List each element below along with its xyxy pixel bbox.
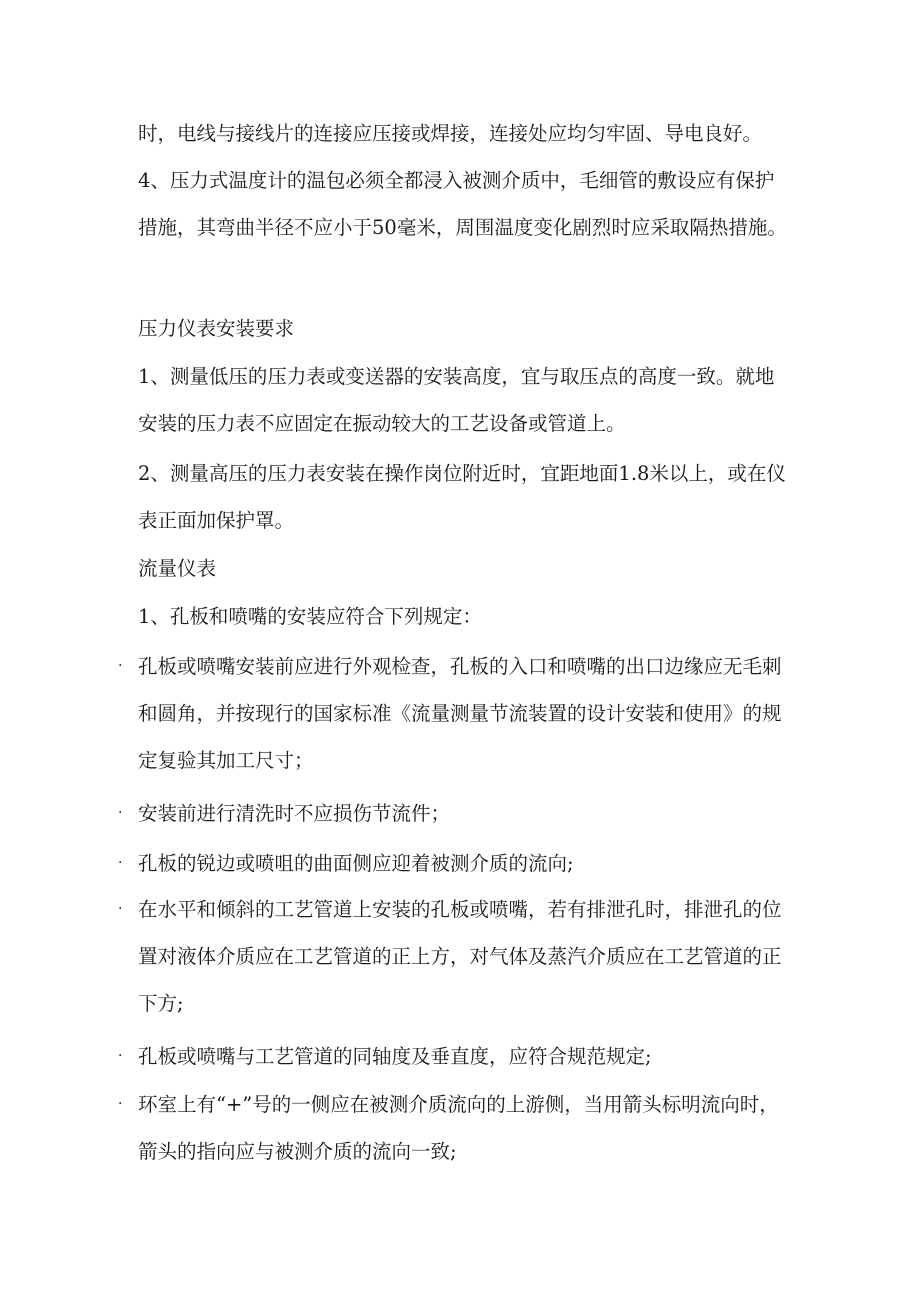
list-item-text: 孔板或喷嘴与工艺管道的同轴度及垂直度，应符合规范规定; <box>138 1045 652 1068</box>
list-item-text: 孔板或喷嘴安装前应进行外观检查，孔板的入口和喷嘴的出口边缘应无毛刺和圆角，并按现行的国家标准《流量测量节流装置的设计安装和使用》的规定复验其加工尺寸； <box>138 655 782 772</box>
bullet-icon: · <box>118 805 123 821</box>
paragraph-orifice-rules: 1、孔板和喷嘴的安装应符合下列规定： <box>138 605 482 628</box>
paragraph-low-pressure: 1、测量低压的压力表或变送器的安装高度，宜与取压点的高度一致。就地安装的压力表不应固定在振动较大的工艺设备或管道上。 <box>138 365 775 435</box>
list-item <box>118 886 790 1027</box>
bullet-icon: · <box>118 1048 123 1064</box>
bullet-icon: · <box>118 1096 123 1112</box>
list-item <box>118 1081 790 1175</box>
list-item-text: 环室上有“+”号的一侧应在被测介质流向的上游侧，当用箭头标明流向时，箭头的指向应与被测介质的流向一致; <box>138 1093 779 1163</box>
paragraph-continuation: 时，电线与接线片的连接应压接或焊接，连接处应均匀牢固、导电良好。 <box>138 122 763 145</box>
list-item <box>118 840 790 887</box>
list-item <box>118 790 790 837</box>
bullet-icon: · <box>118 901 123 917</box>
paragraph-pressure-thermometer: 4、压力式温度计的温包必须全都浸入被测介质中，毛细管的敷设应有保护措施，其弯曲半径不应小于50毫米，周围温度变化剧烈时应采取隔热措施。 <box>138 169 787 239</box>
section-heading-flow-instruments: 流量仪表 <box>138 557 217 580</box>
list-item-text: 安装前进行清洗时不应损伤节流件； <box>138 802 451 825</box>
list-item <box>118 1033 790 1080</box>
section-heading-pressure-instruments: 压力仪表安装要求 <box>138 317 295 340</box>
list-item-text: 在水平和倾斜的工艺管道上安装的孔板或喷嘴，若有排泄孔时，排泄孔的位置对液体介质应在工艺管道的正上方，对气体及蒸汽介质应在工艺管道的正下方; <box>138 898 782 1015</box>
list-item-text: 孔板的锐边或喷咀的曲面侧应迎着被测介质的流向; <box>138 852 574 875</box>
bullet-icon: · <box>118 855 123 871</box>
list-item <box>118 643 790 784</box>
paragraph-high-pressure: 2、测量高压的压力表安装在操作岗位附近时，宜距地面1.8米以上，或在仪表正面加保护罩。 <box>138 462 786 532</box>
bullet-icon: · <box>118 658 123 674</box>
